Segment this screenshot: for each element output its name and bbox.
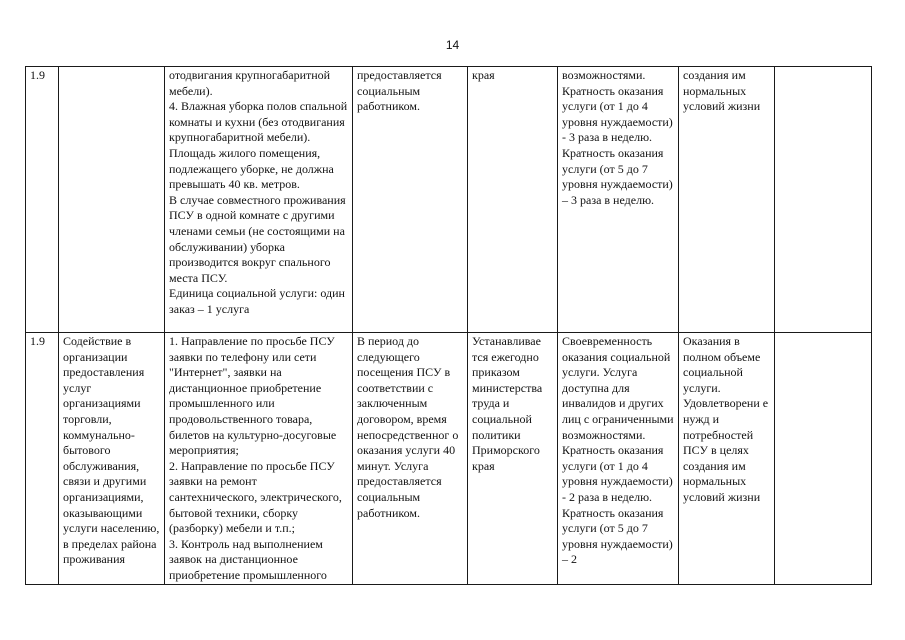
tariff-cell: Устанавливае тся ежегодно приказом министерства труда и социальной политики Приморского края: [468, 333, 558, 585]
service-timing-cell: В период до следующего посещения ПСУ в соответствии с заключенным договором, время непосредственног о оказания услуги 40 минут. Услуга предоставляется социальным работником.: [353, 333, 468, 585]
table-row: [26, 67, 872, 333]
result-cell: Оказания в полном объеме социальной услуги. Удовлетворени е нужд и потребностей ПСУ в целях создания им нормальных условий жизни: [679, 333, 775, 585]
service-content-cell: отодвигания крупногабаритной мебели). 4. Влажная уборка полов спальной комнаты и кухни (без отодвигания крупногабаритной мебели). Площадь жилого помещения, подлежащего уборке, не должна превышать 40 кв. метров. В случае совместного проживания ПСУ в одной комнате с другими членами семьи (не состоящими на обслуживании) уборка производится вокруг спального места ПСУ. Единица социальной услуги: один заказ – 1 услуга: [165, 67, 353, 333]
service-content-cell: 1. Направление по просьбе ПСУ заявки по телефону или сети "Интернет", заявки на дистанционное приобретение промышленного или продовольственного товара, билетов на культурно-досуговые мероприятия; 2. Направление по просьбе ПСУ заявки на ремонт сантехнического, электрического, бытовой техники, сборку (разборку) мебели и т.п.; 3. Контроль над выполнением заявок на дистанционное приобретение промышленного: [165, 333, 353, 585]
service-name-cell: Содействие в организации предоставления услуг организациями торговли, коммунально-бытового обслуживания, связи и другими организациями, оказывающими услуги населению, в пределах района проживания: [59, 333, 165, 585]
extra-cell: [775, 67, 872, 333]
row-number-cell: 1.9: [26, 333, 59, 585]
table-row: [26, 333, 872, 585]
tariff-cell: края: [468, 67, 558, 333]
quality-cell: Своевременность оказания социальной услуги. Услуга доступна для инвалидов и других лиц с ограниченными возможностями. Кратность оказания услуги (от 1 до 4 уровня нуждаемости) - 2 раза в неделю. Кратность оказания услуги (от 5 до 7 уровня нуждаемости) – 2: [558, 333, 679, 585]
page-number: 14: [445, 38, 460, 52]
service-timing-cell: предоставляется социальным работником.: [353, 67, 468, 333]
extra-cell: [775, 333, 872, 585]
result-cell: создания им нормальных условий жизни: [679, 67, 775, 333]
quality-cell: возможностями. Кратность оказания услуги (от 1 до 4 уровня нуждаемости) - 3 раза в неделю. Кратность оказания услуги (от 5 до 7 уровня нуждаемости) – 3 раза в неделю.: [558, 67, 679, 333]
service-name-cell: [59, 67, 165, 333]
row-number-cell: 1.9: [26, 67, 59, 333]
services-table: [25, 66, 872, 585]
